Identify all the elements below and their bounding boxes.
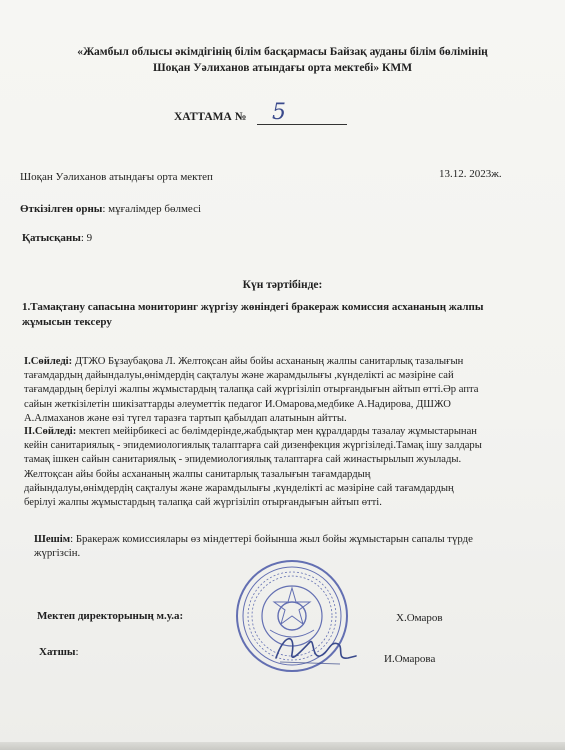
decision [34,532,534,560]
attendance-label: Қатысқаны [22,232,81,244]
speech-2-line: берілуі жалпы жұмыстардың талапқа сай жүргізіліп отырғандығын айтып өтті. [24,497,382,509]
school-name: Шоқан Уәлиханов атындағы орта мектеп [20,171,213,183]
protocol-number-underline [257,124,347,125]
venue-value: : мұғалімдер бөлмесі [102,203,202,215]
protocol-title: ХАТТАМА № [174,111,247,123]
speech-2-line: кейін санитариялық - эпидемиологиялық талаптарға сай дизенфекция жүргізіледі.Тамақ ішу залдары [24,440,482,452]
speech-1-line: ДТЖО Бұзаубақова Л. Желтоқсан айы бойы асхананың жалпы санитарлық тазалығын [72,356,464,367]
director-label: Мектеп директорының м.у.а: [37,610,184,622]
protocol-date: 13.12. 2023ж. [439,168,502,180]
speech-1-line: тағамдардың дайындалуы,өнімдердің сақталуы және жарамдылығы ,күнделікті ас мәзіріне сай [24,370,454,382]
speech-2-line: Желтоқсан айы бойы асхананың жалпы санитарлық тазалығын тағамдардың [24,468,371,480]
signature-mark [270,628,360,670]
agenda-item-line-1: 1.Тамақтану сапасына мониторинг жүргізу жөніндегі бракераж комиссия асхананың жалпы [22,301,484,313]
speech-2 [24,425,544,510]
speech-2-line: тамақ ішкен сайын санитариялық - эпидемиологиялық талаптарға сай жинастырылып жуылады. [24,454,462,466]
venue-label: Өткізілген орны [20,203,103,215]
header-line-1: «Жамбыл облысы әкімдігінің білім басқармасы Байзақ ауданы білім бөлімінің [77,46,488,58]
director-name: Х.Омаров [396,612,443,624]
agenda-heading: Күн тәртібінде: [242,279,323,291]
decision-text: : Бракераж комиссиялары өз міндеттері бойынша жыл бойы жұмыстарын сапалы түрде [70,533,473,545]
header-line-2: Шоқан Уәлиханов атындағы орта мектебі» КММ [152,62,413,74]
speech-2-line: дайындалуы,өнімдердің сақталуы және жарамдылығы ,күнделікті ас мәзіріне сай тағамдардың [24,482,454,494]
venue-line [20,203,201,215]
speech-1-line: тағамдардың берілуі жалпы жұмыстардың талапқа сай жүргізіліп отырғандығын айтып өтті.Әр апта [24,384,479,396]
speech-1-label: І.Сөйледі: [24,356,73,367]
speech-1-line: сайын жеткізілетін шикізаттарды әлеуметтік педагог И.Омарова,медбике А.Надирова, ДШЖО [24,398,451,410]
attendance-value: : 9 [80,232,93,244]
secretary-line [39,646,79,658]
secretary-label: Хатшы [39,646,76,658]
speech-2-line: мектеп мейірбикесі ас бөлімдерінде,жабдықтар мен құралдарды тазалау жұмыстарынан [76,426,477,437]
page-edge [0,742,565,750]
protocol-number: 5 [272,100,286,125]
speech-1 [24,355,544,426]
attendance-line [22,232,92,244]
secretary-name: И.Омарова [384,653,436,665]
secretary-colon: : [75,646,79,658]
speech-1-line: А.Алмаханов және өзі түгел таразға тартып қабылдап алатынын айтты. [24,412,347,424]
agenda-item-line-2: жұмысын тексеру [22,316,112,328]
decision-text-line-2: жүргізсін. [34,547,81,559]
decision-label: Шешім [34,533,71,545]
speech-2-label: ІІ.Сөйледі: [24,426,77,437]
